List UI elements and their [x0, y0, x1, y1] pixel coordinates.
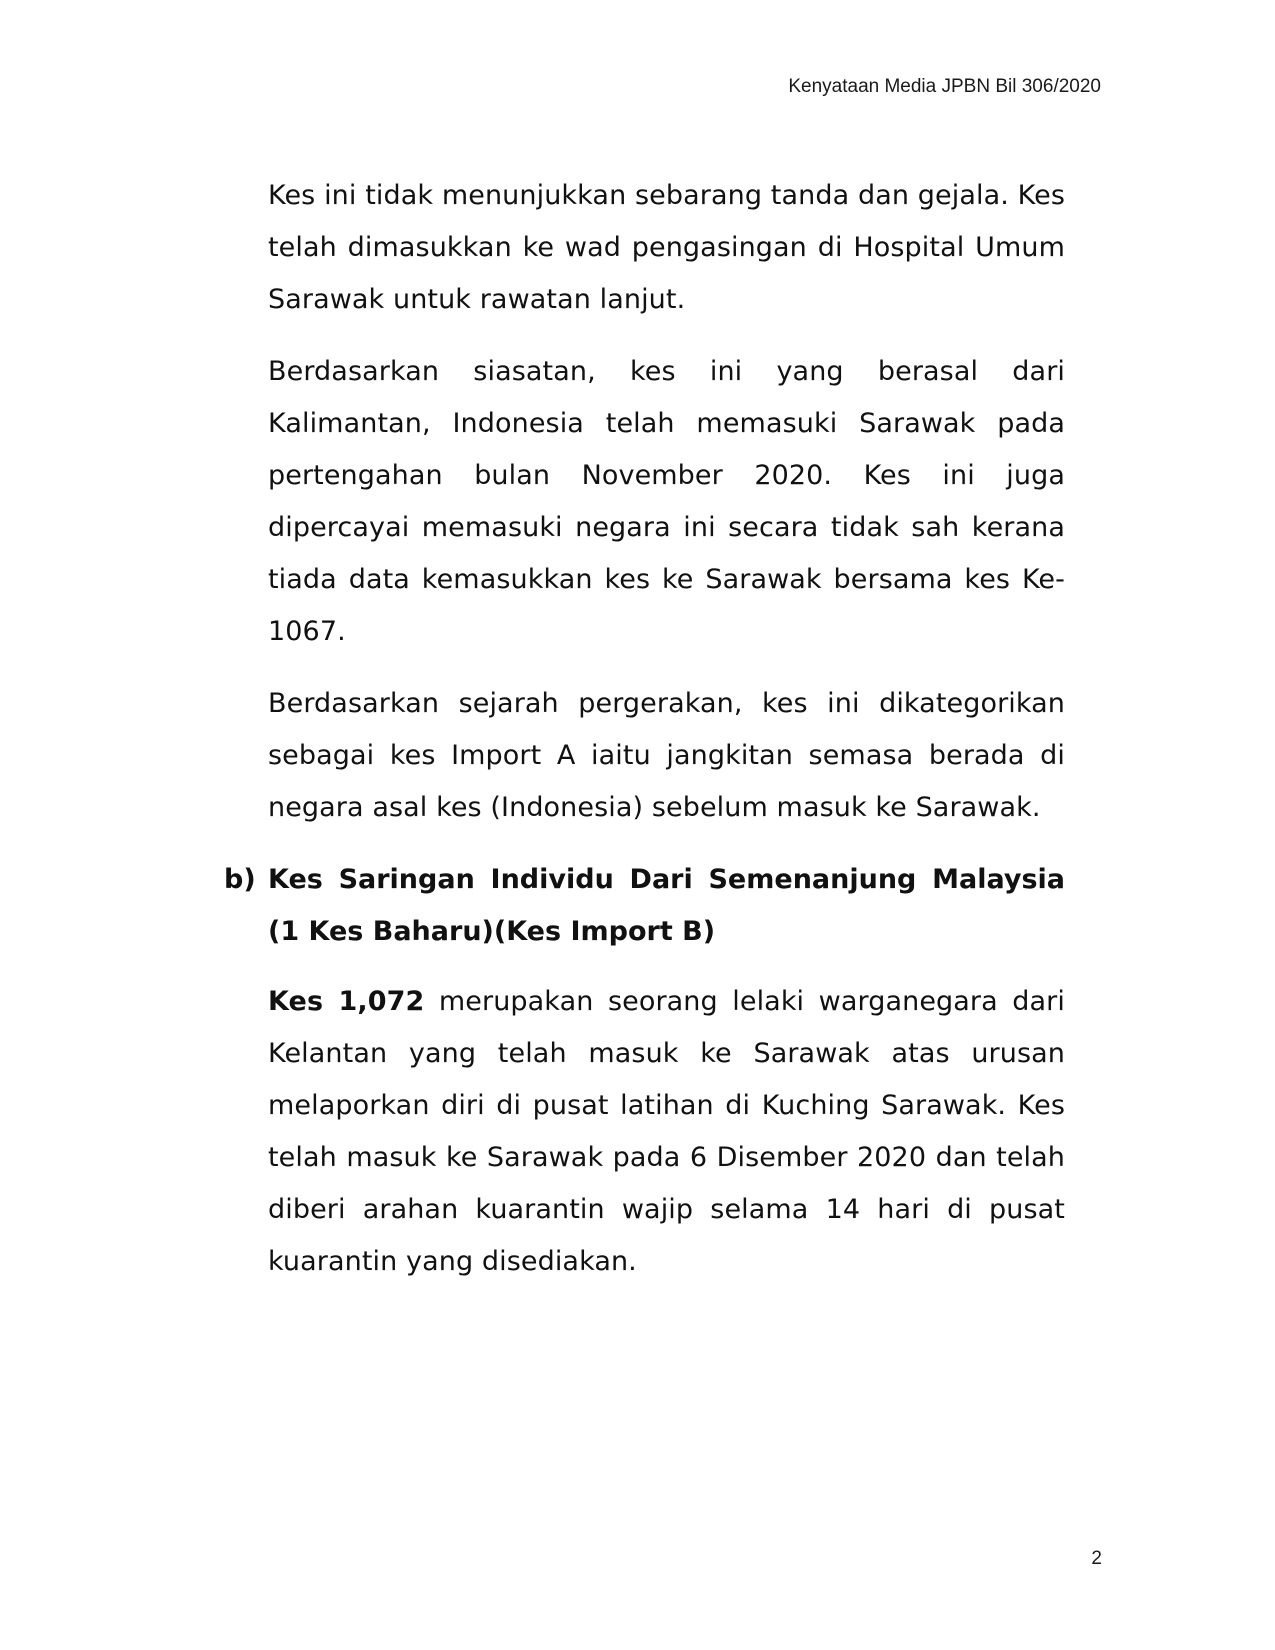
paragraph-symptoms: Kes ini tidak menunjukkan sebarang tanda dan gejala. Kes telah dimasukkan ke wad pengasingan di Hospital Umum Sarawak untuk rawatan lanjut. [268, 180, 1065, 315]
case-description: merupakan seorang lelaki warganegara dari Kelantan yang telah masuk ke Sarawak atas urusan melaporkan diri di pusat latihan di Kuching Sarawak. Kes telah masuk ke Sarawak pada 6 Disember 2020 dan telah diberi arahan kuarantin wajip selama 14 hari di pusat kuarantin yang disediakan. [268, 986, 1065, 1277]
document-reference: Kenyataan Media JPBN Bil 306/2020 [788, 76, 1101, 97]
paragraph-case-1072 [268, 976, 1065, 1288]
page-number: 2 [1091, 1548, 1102, 1569]
case-number-label: Kes 1,072 [268, 986, 425, 1017]
section-b-title: Kes Saringan Individu Dari Semenanjung Malaysia (1 Kes Baharu)(Kes Import B) [268, 864, 1065, 947]
document-body [224, 170, 1065, 1308]
section-b-heading [224, 854, 1065, 958]
paragraph-movement-history: Berdasarkan sejarah pergerakan, kes ini dikategorikan sebagai kes Import A iaitu jangkitan semasa berada di negara asal kes (Indonesia) sebelum masuk ke Sarawak. [268, 688, 1065, 823]
paragraph-investigation: Berdasarkan siasatan, kes ini yang berasal dari Kalimantan, Indonesia telah memasuki Sarawak pada pertengahan bulan November 2020. Kes ini juga dipercayai memasuki negara ini secara tidak sah kerana tiada data kemasukkan kes ke Sarawak bersama kes Ke-1067. [268, 356, 1065, 647]
section-b-marker: b) [224, 864, 256, 895]
